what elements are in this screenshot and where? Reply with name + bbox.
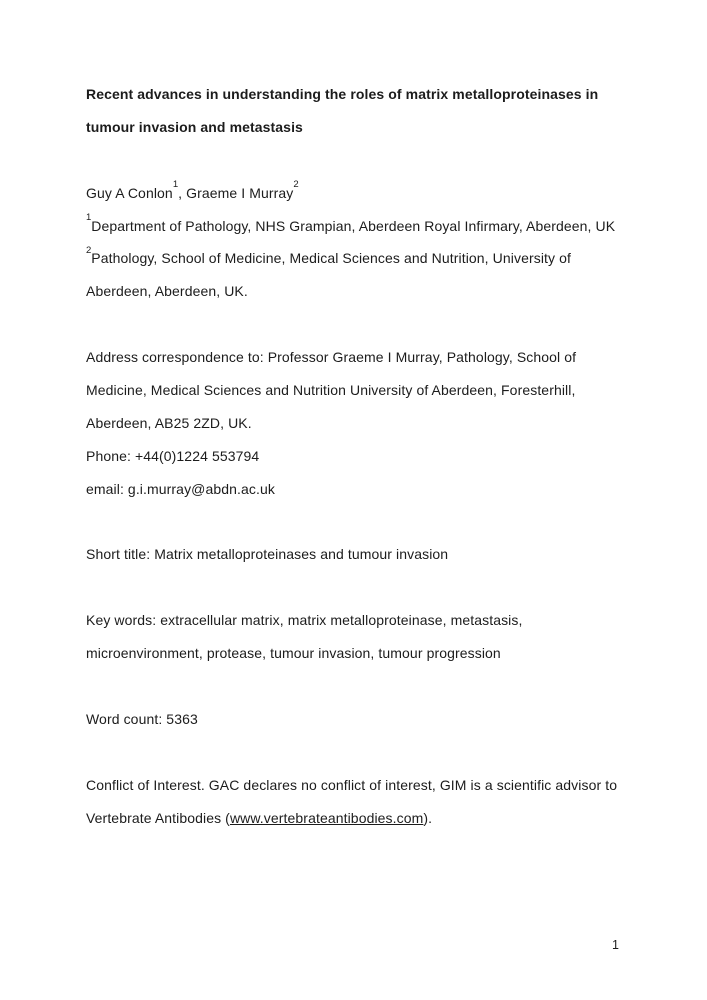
conflict-suffix: ). bbox=[423, 809, 433, 826]
author-1-name: Guy A Conlon bbox=[86, 184, 173, 201]
author-2-affiliation-mark: 2 bbox=[293, 179, 299, 191]
affiliation-2-line-1 bbox=[86, 242, 677, 275]
spacer bbox=[86, 571, 677, 604]
spacer bbox=[86, 736, 677, 769]
author-1-affiliation-mark: 1 bbox=[172, 179, 179, 191]
vertebrate-antibodies-link[interactable]: www.vertebrateantibodies.com bbox=[229, 809, 424, 826]
word-count-line: Word count: 5363 bbox=[86, 710, 198, 727]
author-2-name: Graeme I Murray bbox=[186, 184, 294, 201]
affiliation-1-text: Department of Pathology, NHS Grampian, Aberdeen Royal Infirmary, Aberdeen, UK bbox=[91, 217, 616, 234]
short-title-line: Short title: Matrix metalloproteinases and tumour invasion bbox=[86, 546, 449, 563]
affiliation-2-text: Pathology, School of Medicine, Medical Sciences and Nutrition, University of bbox=[91, 250, 571, 267]
page-content bbox=[86, 78, 677, 834]
conflict-of-interest-line-1: Conflict of Interest. GAC declares no conflict of interest, GIM is a scientific advisor to bbox=[86, 776, 618, 793]
paper-title-line-2: tumour invasion and metastasis bbox=[86, 118, 303, 135]
correspondence-phone: Phone: +44(0)1224 553794 bbox=[86, 447, 260, 464]
affiliation-1 bbox=[86, 210, 677, 243]
spacer bbox=[86, 308, 677, 341]
correspondence-line-1: Address correspondence to: Professor Graeme I Murray, Pathology, School of bbox=[86, 349, 577, 366]
authors-line bbox=[86, 177, 677, 210]
conflict-of-interest-line-2 bbox=[86, 802, 677, 835]
affiliation-1-mark: 1 bbox=[86, 211, 92, 223]
correspondence-email: email: g.i.murray@abdn.ac.uk bbox=[86, 480, 275, 497]
spacer bbox=[86, 506, 677, 539]
affiliation-2-line-2: Aberdeen, Aberdeen, UK. bbox=[86, 283, 248, 300]
conflict-prefix: Vertebrate Antibodies ( bbox=[86, 809, 230, 826]
correspondence-line-2: Medicine, Medical Sciences and Nutrition University of Aberdeen, Foresterhill, bbox=[86, 382, 576, 399]
authors-separator: , bbox=[178, 184, 187, 201]
paper-title-line-1: Recent advances in understanding the roles of matrix metalloproteinases in bbox=[86, 86, 599, 102]
spacer bbox=[86, 144, 677, 177]
spacer bbox=[86, 670, 677, 703]
affiliation-2-mark: 2 bbox=[86, 244, 92, 256]
keywords-line-2: microenvironment, protease, tumour invasion, tumour progression bbox=[86, 645, 501, 662]
correspondence-line-3: Aberdeen, AB25 2ZD, UK. bbox=[86, 414, 252, 431]
page-number: 1 bbox=[612, 938, 619, 952]
keywords-line-1: Key words: extracellular matrix, matrix metalloproteinase, metastasis, bbox=[86, 612, 523, 629]
